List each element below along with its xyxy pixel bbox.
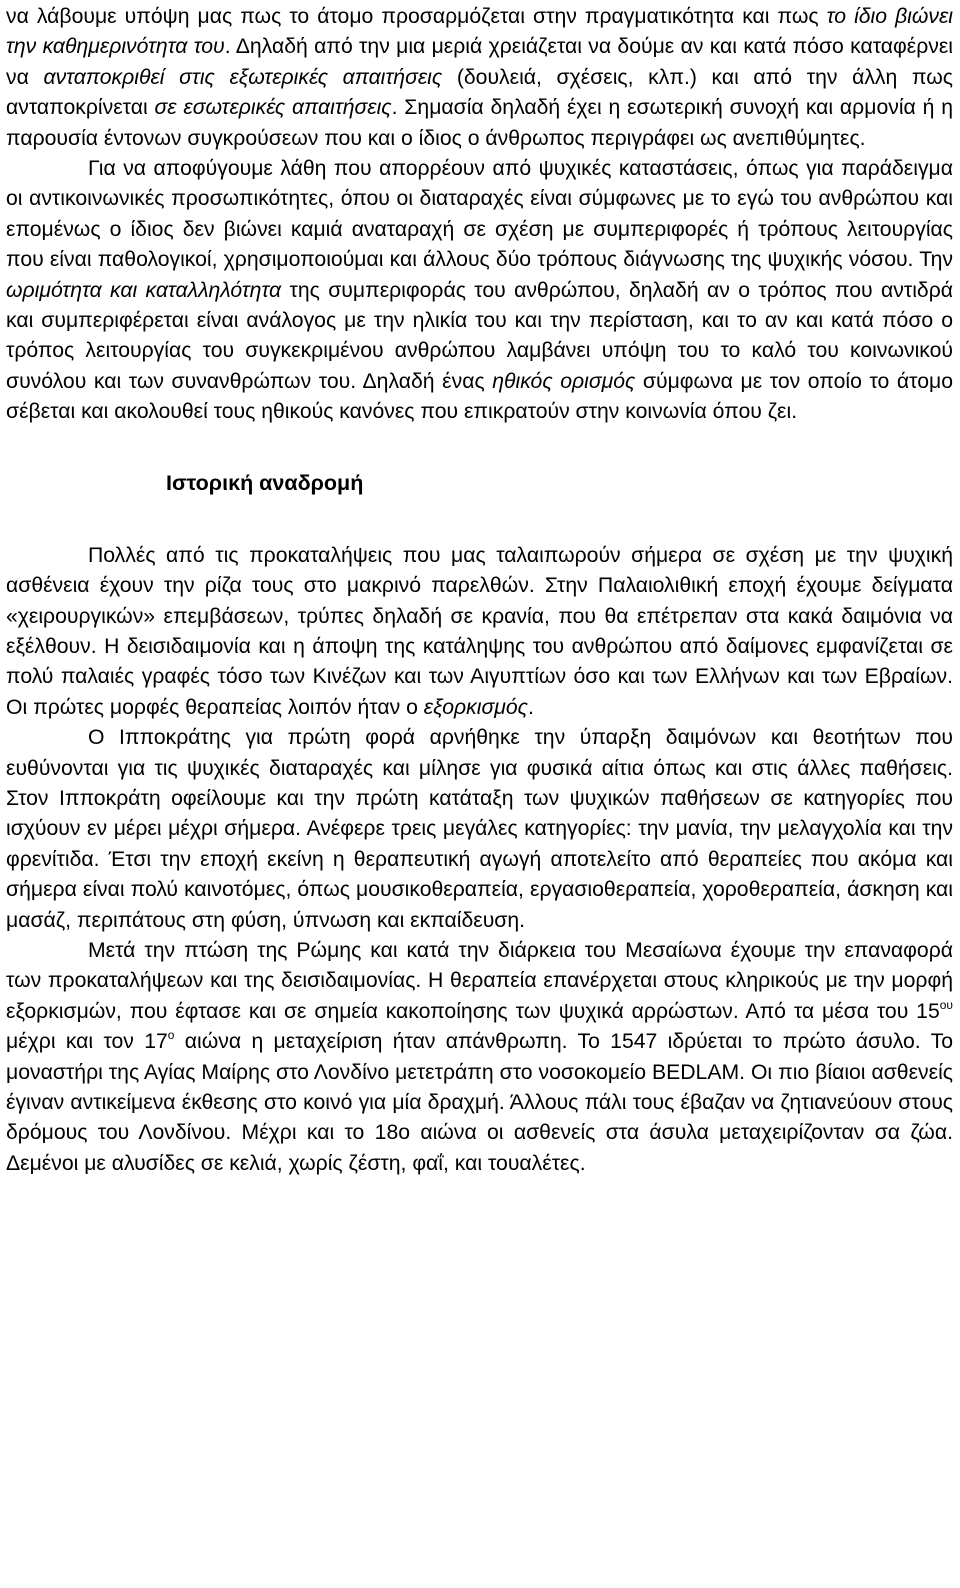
superscript: ου bbox=[939, 997, 953, 1012]
paragraph-text: αιώνα η μεταχείριση ήταν απάνθρωπη. Το 1547 ιδρύεται το πρώτο άσυλο. Το μοναστήρι της Αγίας Μαίρης στο Λονδίνο μετετράπη στο νοσοκομείο BEDLAM. Οι πιο βίαιοι ασθενείς έγιναν αντικείμενα έκθεσης στο κοινό για μία δραχμή. Άλλους πάλι τους έβαζαν να ζητιανεύουν στους δρόμους του Λονδίνου. Μέχρι και το 18ο αιώνα οι ασθενείς στα άσυλα μεταχειρίζονταν σα ζώα. Δεμένοι με αλυσίδες σε κελιά, χωρίς ζέστη, φαΐ, και τουαλέτες. bbox=[6, 1030, 953, 1175]
paragraph-text: μέχρι και τον 17 bbox=[6, 1030, 168, 1054]
emphasis-text: το ίδιο βιώνει την καθημερινότητα του bbox=[6, 5, 954, 59]
paragraph-adaptation bbox=[6, 2, 953, 154]
paragraph-text: Πολλές από τις προκαταλήψεις που μας ταλαιπωρούν σήμερα σε σχέση με την ψυχική ασθένεια έχουν την ρίζα τους στο μακρινό παρελθών. Στην Παλαιολιθική εποχή έχουμε δείγματα «χειρουργικών» επεμβάσεων, τρύπες δηλαδή σε κρανία, που θα επέτρεπαν στα κακά δαιμόνια να εξέλθουν. Η δεισιδαιμονία και η άποψη της κατάληψης του ανθρώπου από δαίμονες εμφανίζεται σε πολύ παλαιές γραφές τόσο των Κινέζων και των Αιγυπτίων όσο και των Ελλήνων και των Εβραίων. Οι πρώτες μορφές θεραπείας λοιπόν ήταν ο bbox=[6, 543, 953, 719]
paragraph-text: Μετά την πτώση της Ρώμης και κατά την διάρκεια του Μεσαίωνα έχουμε την επαναφορά των προκαταλήψεων και της δεισιδαιμονίας. Η θεραπεία επανέρχεται στους κληρικούς με την μορφή εξορκισμών, που έφτασε και σε σημεία κακοποίησης των ψυχικά αρρώστων. Από τα μέσα του 15 bbox=[6, 938, 953, 1023]
paragraph-diagnosis bbox=[6, 154, 953, 428]
paragraph-prejudices bbox=[6, 541, 953, 723]
paragraph-text: Ο Ιπποκράτης για πρώτη φορά αρνήθηκε την ύπαρξη δαιμόνων και θεοτήτων που ευθύνονται για τις ψυχικές διαταραχές και μίλησε για φυσικά αίτια όπως και στις άλλες παθήσεις. Στον Ιπποκράτη οφείλουμε και την πρώτη κατάταξη των ψυχικών παθήσεων σε κατηγορίες που ισχύουν εν μέρει μέχρι σήμερα. Ανέφερε τρεις μεγάλες κατηγορίες: την μανία, την μελαγχολία και την φρενίτιδα. Έτσι την εποχή εκείνη η θεραπευτική αγωγή αποτελείτο από θεραπείες που ακόμα και σήμερα είναι πολύ καινοτόμες, όπως μουσικοθεραπεία, εργασιοθεραπεία, χοροθεραπεία, άσκηση και μασάζ, περιπάτους στη φύση, ύπνωση και εκπαίδευση. bbox=[6, 726, 953, 932]
emphasis-text: ανταποκριθεί στις εξωτερικές απαιτήσεις bbox=[43, 65, 443, 89]
paragraph-text: (δουλειά, σχέσεις, κλπ.) και από την άλλη πως ανταποκρίνεται bbox=[6, 65, 954, 120]
paragraph-middle-ages bbox=[6, 936, 953, 1179]
section-heading: Ιστορική αναδρομή bbox=[166, 470, 364, 495]
superscript: ο bbox=[167, 1028, 175, 1043]
paragraph-text: . Δηλαδή από την μια μεριά χρειάζεται να δούμε αν και κατά πόσο καταφέρνει να bbox=[6, 35, 954, 89]
paragraph-text: . bbox=[527, 695, 534, 719]
paragraph-text: . Σημασία δηλαδή έχει η εσωτερική συνοχή και αρμονία ή η παρουσία έντονων συγκρούσεων που και ο ίδιος ο άνθρωπος περιγράφει ως ανεπιθύμητες. bbox=[6, 96, 953, 150]
paragraph-hippocrates bbox=[6, 723, 953, 936]
paragraph-text: να λάβουμε υπόψη μας πως το άτομο προσαρμόζεται στην πραγματικότητα και πως bbox=[6, 5, 827, 28]
paragraph-text: Για να αποφύγουμε λάθη που απορρέουν από ψυχικές καταστάσεις, όπως για παράδειγμα οι αντικοινωνικές προσωπικότητες, όπου οι διαταραχές είναι σύμφωνες με το εγώ του ανθρώπου και επομένως ο ίδιος δεν βιώνει καμιά αναταραχή σε σχέση με συμπεριφορές ή τρόπους λειτουργίας που είναι παθολογικοί, χρησιμοποιούμαι και άλλους δύο τρόπους διάγνωσης της ψυχικής νόσου. Την bbox=[6, 157, 953, 272]
paragraph-text: της συμπεριφοράς του ανθρώπου, δηλαδή αν ο τρόπος που αντιδρά και συμπεριφέρεται είναι ανάλογος με την ηλικία του και την περίσταση, και το αν και κατά πόσο ο τρόπος λειτουργίας του συγκεκριμένου ανθρώπου λαμβάνει υπόψη του το καλό του κοινωνικού συνόλου και των συνανθρώπων του. Δηλαδή ένας bbox=[6, 278, 953, 393]
emphasis-text: εξορκισμός bbox=[423, 695, 528, 719]
emphasis-text: σε εσωτερικές απαιτήσεις bbox=[154, 96, 392, 120]
emphasis-text: ηθικός ορισμός bbox=[492, 369, 636, 393]
emphasis-text: ωριμότητα και καταλληλότητα bbox=[6, 278, 282, 302]
paragraph-text: σύμφωνα με τον οποίο το άτομο σέβεται και ακολουθεί τους ηθικούς κανόνες που επικρατούν στην κοινωνία όπου ζει. bbox=[6, 369, 953, 424]
